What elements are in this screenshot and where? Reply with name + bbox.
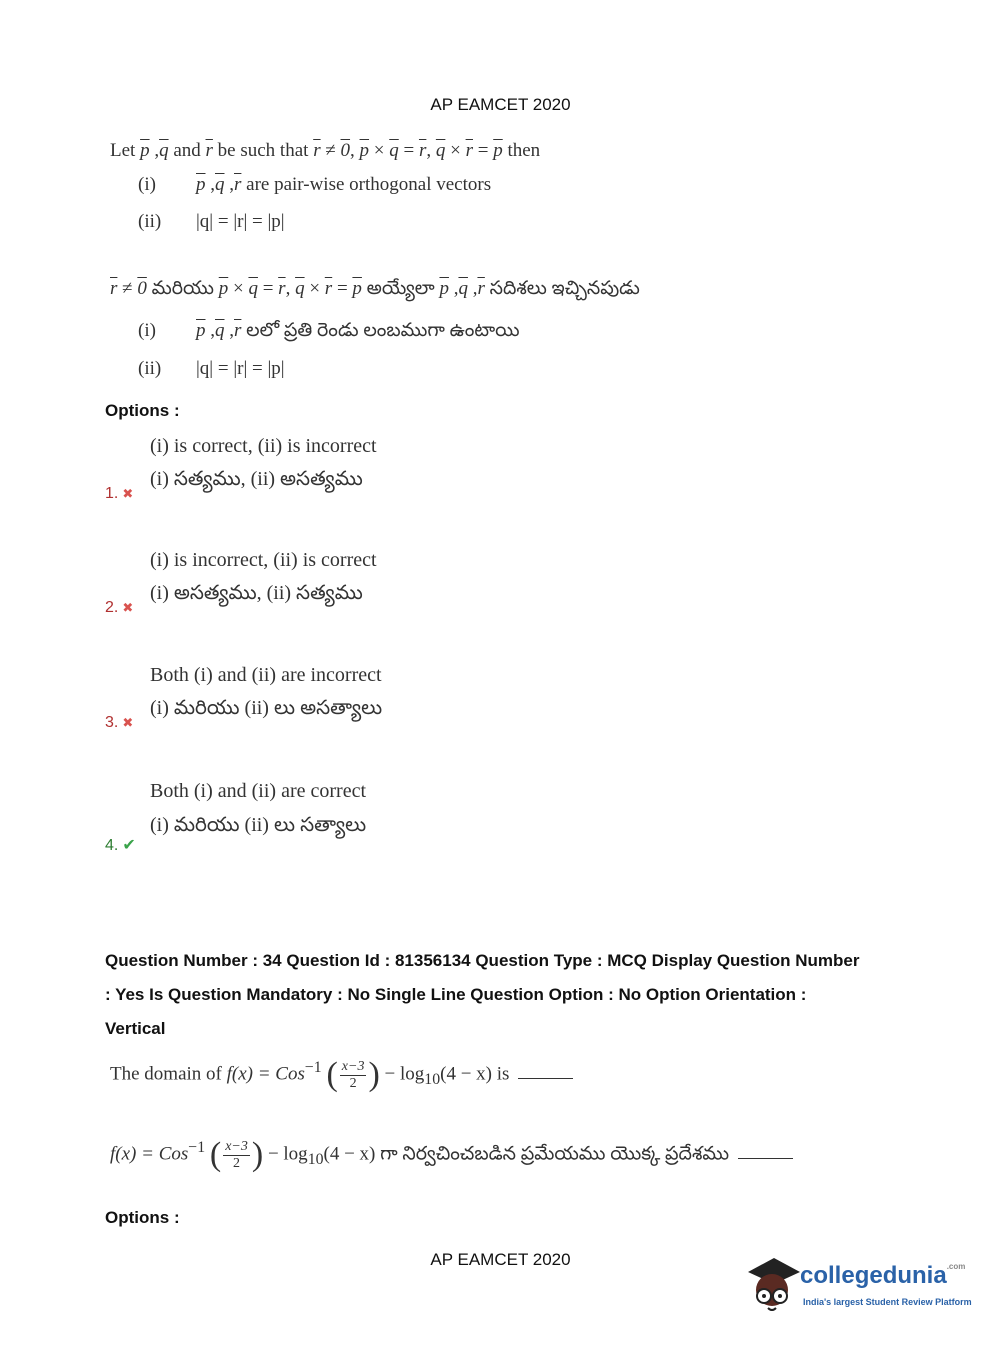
page-footer-title: AP EAMCET 2020 (430, 1250, 571, 1269)
option-4-marker: 4. ✔ (105, 837, 136, 854)
answer-blank (738, 1158, 793, 1159)
question-33-telugu-option-i: (i) $\overline{p}$ $,\overline{q}$ $,\overline{r}$ లలో ప్రతి రెండు లంబముగా ఉంటాయి (138, 320, 520, 341)
wrong-cross-icon: ✖ (122, 715, 134, 730)
option-1-marker: 1. ✖ (105, 485, 134, 502)
question-34-telugu-stem: f(x) = Cos$^{-1}$ ( $\frac{x-3}{2}$ ) − $\log_{10}(4 - x)$ గా నిర్వచించబడిన ప్రమేయము యొక్క ప్రదేశము (110, 1136, 793, 1174)
option-4-english: Both (i) and (ii) are correct (150, 780, 367, 802)
option-2-english: (i) is incorrect, (ii) is correct (150, 549, 377, 571)
wrong-cross-icon: ✖ (122, 600, 134, 615)
question-33-english-stem: Let $\overline{p}$ $,\overline{q}$ and $\overline{r}$ be such that $\overline{r} \ne 0$, $\overline{p} \times \overline{q} = \overline{r}$, $\overline{q} \times \overline{r} = \overline{p}$ then (110, 140, 541, 161)
option-3-telugu: (i) మరియు (ii) లు అసత్యాలు (150, 697, 383, 719)
option-3-english: Both (i) and (ii) are incorrect (150, 664, 382, 686)
question-34-options-label: Options : (105, 1208, 180, 1227)
option-2-telugu: (i) అసత్యము, (ii) సత్యము (150, 582, 363, 604)
collegedunia-mascot-icon (742, 1250, 802, 1316)
option-1-telugu: (i) సత్యము, (ii) అసత్యము (150, 468, 363, 490)
question-34-english-stem: The domain of f(x) = Cos$^{-1}$ ( $\frac{x-3}{2}$ ) − $\log_{10}(4 - x)$ is (110, 1056, 573, 1094)
correct-check-icon: ✔ (122, 837, 136, 854)
page-header-title: AP EAMCET 2020 (430, 95, 571, 114)
wrong-cross-icon: ✖ (122, 486, 134, 501)
option-4-telugu: (i) మరియు (ii) లు సత్యాలు (150, 814, 367, 836)
logo-wordmark: collegedunia$^{.com}$ (800, 1262, 966, 1289)
question-33-english-option-i: (i) $\overline{p}$ $,\overline{q}$ $,\overline{r}$ are pair-wise orthogonal vectors (138, 174, 492, 195)
question-33-english-option-ii: (ii) |q| = |r| = |p| (138, 211, 285, 232)
question-33-telugu-stem: $\overline{r} \ne 0$ మరియు $\overline{p} \times \overline{q} = \overline{r}$, $\overline{q} \times \overline{r} = \overline{p}$ అయ్యేలా $\overline{p}$ $,\overline{q}$ $,\overline{r}$ సదిశలు ఇచ్చినపుడు (110, 278, 640, 299)
option-3-marker: 3. ✖ (105, 714, 134, 731)
question-34-metadata: Question Number : 34 Question Id : 81356134 Question Type : MCQ Display Question Number : Yes Is Question Mandatory : No Single Line Question Option : No Option Orientation : Vertical (105, 951, 860, 1038)
answer-blank (518, 1078, 573, 1079)
question-33-options-label: Options : (105, 401, 180, 420)
option-2-marker: 2. ✖ (105, 599, 134, 616)
logo-tagline: India's largest Student Review Platform (803, 1297, 972, 1307)
option-1-english: (i) is correct, (ii) is incorrect (150, 435, 377, 457)
question-33-telugu-option-ii: (ii) |q| = |r| = |p| (138, 358, 285, 379)
